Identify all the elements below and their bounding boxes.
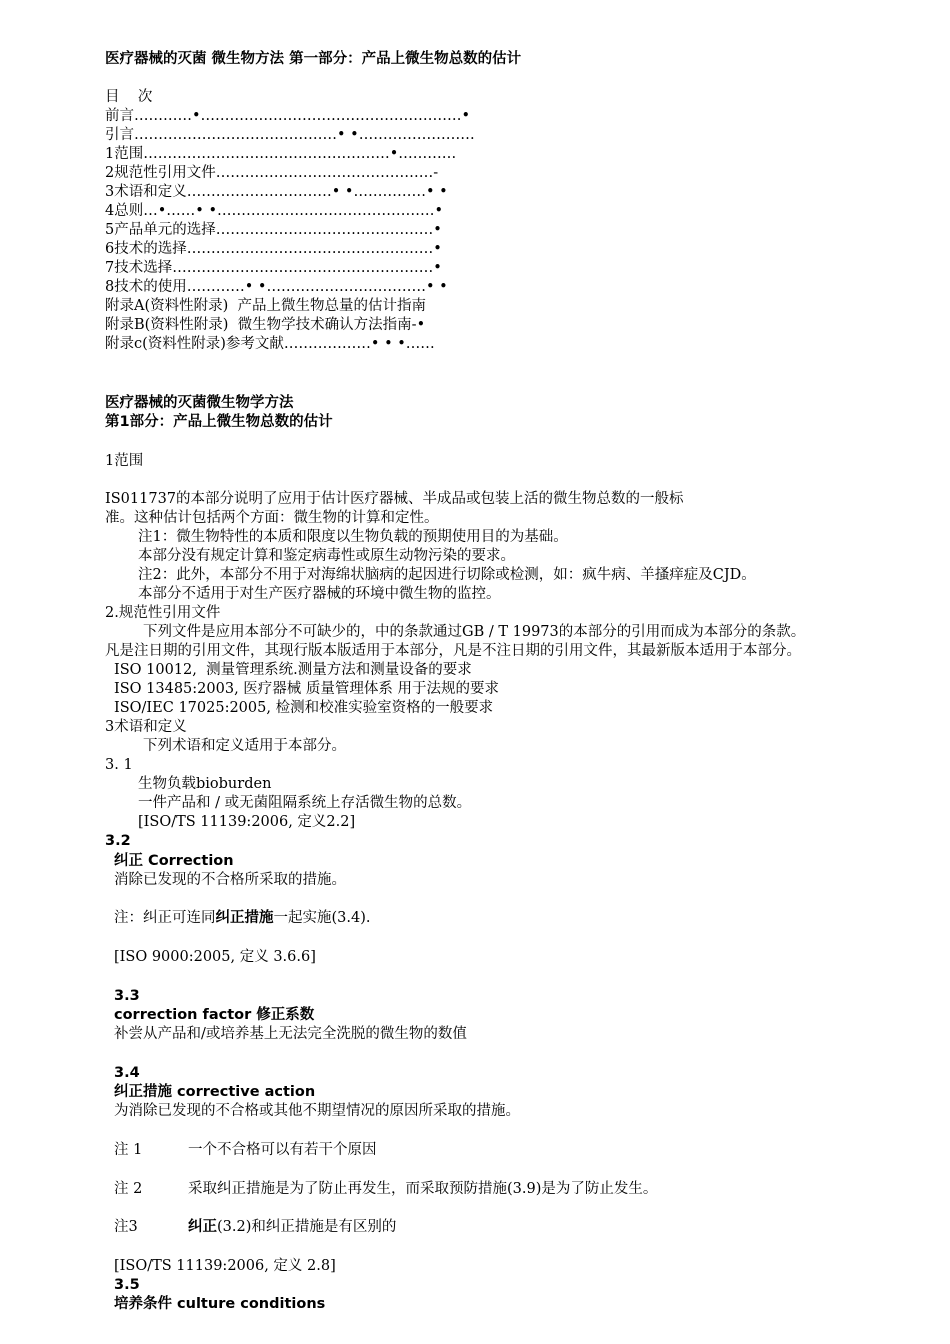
reference-iso-17025: ISO/IEC 17025:2005, 检测和校准实验室资格的一般要求 <box>114 700 494 716</box>
term-3-4-note-3-text <box>188 1218 396 1237</box>
term-3-4-note-2-label: 注 2 <box>114 1181 143 1197</box>
toc-item-technique-use: 8技术的使用…………• •……………………………• • <box>105 279 448 295</box>
term-3-5-name: 培养条件 culture conditions <box>114 1296 326 1312</box>
section-1-note-2: 注2：此外，本部分不用于对海绵状脑病的起因进行切除或检测，如：疯牛病、羊搔痒症及CJD。 <box>138 567 756 583</box>
toc-item-product-unit: 5产品单元的选择………………………………………• <box>105 222 442 238</box>
term-3-2-definition: 消除已发现的不合格所采取的措施。 <box>114 872 346 888</box>
toc-heading: 目 次 <box>105 89 153 105</box>
term-3-4-definition: 为消除已发现的不合格或其他不期望情况的原因所采取的措施。 <box>114 1103 520 1119</box>
term-3-4-name: 纠正措施 corrective action <box>114 1084 316 1100</box>
toc-item-introduction: 引言……………………………………• •…………………… <box>105 127 475 143</box>
section-1-paragraph-cont: 准。这种估计包括两个方面：微生物的计算和定性。 <box>105 510 439 526</box>
toc-item-annex-a: 附录A(资料性附录) 产品上微生物总量的估计指南 <box>105 298 427 314</box>
toc-item-foreword: 前言…………•………………………………………………• <box>105 108 471 124</box>
section-3-heading: 3术语和定义 <box>105 719 187 735</box>
term-3-4-note-3-rest: (3.2)和纠正措施是有区别的 <box>217 1219 397 1235</box>
reference-iso-13485: ISO 13485:2003, 医疗器械 质量管理体系 用于法规的要求 <box>114 681 500 697</box>
term-3-2-note-bold: 纠正措施 <box>215 910 274 926</box>
section-1-paragraph-3: 本部分不适用于对生产医疗器械的环境中微生物的监控。 <box>138 586 501 602</box>
section-2-paragraph-cont: 凡是注日期的引用文件，其现行版本版适用于本部分，凡是不注日期的引用文件，其最新版本适用于本部分。 <box>105 643 801 659</box>
toc-item-annex-c: 附录c(资料性附录)参考文献………………• • •…… <box>105 336 435 352</box>
term-3-4-source: [ISO/TS 11139:2006, 定义 2.8] <box>114 1258 336 1274</box>
term-3-4-note-3-label: 注3 <box>114 1219 138 1235</box>
term-3-4-note-1-label: 注 1 <box>114 1142 143 1158</box>
term-3-1-number: 3. 1 <box>105 757 133 773</box>
toc-item-terms: 3术语和定义…………………………• •……………• • <box>105 184 448 200</box>
term-3-3-number: 3.3 <box>114 988 140 1004</box>
main-title-line-1: 医疗器械的灭菌微生物学方法 <box>105 395 294 411</box>
term-3-4-note-1-text: 一个不合格可以有若干个原因 <box>188 1142 377 1158</box>
term-3-3-definition: 补尝从产品和/或培养基上无法完全洗脱的微生物的数值 <box>114 1026 467 1042</box>
section-3-intro: 下列术语和定义适用于本部分。 <box>143 738 346 754</box>
section-2-paragraph: 下列文件是应用本部分不可缺少的，中的条款通过GB / T 19973的本部分的引用而成为本部分的条款。 <box>143 624 806 640</box>
term-3-2-name: 纠正 Correction <box>114 853 234 869</box>
toc-item-scope: 1范围……………………………………………•………… <box>105 146 457 162</box>
toc-item-normative-references: 2规范性引用文件………………………………………- <box>105 165 439 181</box>
section-1-note-1: 注1：微生物特性的本质和限度以生物负载的预期使用目的为基础。 <box>138 529 568 545</box>
term-3-3-name: correction factor 修正系数 <box>114 1007 315 1023</box>
toc-item-annex-b: 附录B(资料性附录) 微生物学技术确认方法指南-• <box>105 317 426 333</box>
term-3-4-note-2-text: 采取纠正措施是为了防止再发生，而采取预防措施(3.9)是为了防止发生。 <box>188 1181 658 1197</box>
reference-iso-10012: ISO 10012, 测量管理系统.测量方法和测量设备的要求 <box>114 662 472 678</box>
term-3-1-source: [ISO/TS 11139:2006, 定义2.2] <box>138 814 356 830</box>
term-3-2-note-pre: 注：纠正可连同 <box>114 910 216 926</box>
toc-item-general: 4总则…•……• •………………………………………• <box>105 203 444 219</box>
term-3-4-note-3-bold: 纠正 <box>188 1219 217 1235</box>
toc-item-technique-selection: 7技术选择………………………………………………• <box>105 260 442 276</box>
term-3-2-source: [ISO 9000:2005, 定义 3.6.6] <box>114 949 316 965</box>
term-3-2-note-post: 一起实施(3.4). <box>273 910 371 926</box>
section-1-paragraph-2: 本部分没有规定计算和鉴定病毒性或原生动物污染的要求。 <box>138 548 515 564</box>
term-3-2-number: 3.2 <box>105 833 131 849</box>
section-2-heading: 2.规范性引用文件 <box>105 605 221 621</box>
term-3-1-name: 生物负载bioburden <box>138 776 272 792</box>
main-title-line-2: 第1部分：产品上微生物总数的估计 <box>105 414 333 430</box>
document-title: 医疗器械的灭菌 微生物方法 第一部分：产品上微生物总数的估计 <box>105 51 522 67</box>
term-3-2-note <box>114 909 370 928</box>
toc-item-technique-choice: 6技术的选择……………………………………………• <box>105 241 442 257</box>
term-3-5-number: 3.5 <box>114 1277 140 1293</box>
section-1-heading: 1范围 <box>105 453 144 469</box>
term-3-1-definition: 一件产品和 / 或无菌阻隔系统上存活微生物的总数。 <box>138 795 472 811</box>
term-3-4-number: 3.4 <box>114 1065 140 1081</box>
section-1-paragraph: IS011737的本部分说明了应用于估计医疗器械、半成品或包装上活的微生物总数的一般标 <box>105 491 684 507</box>
